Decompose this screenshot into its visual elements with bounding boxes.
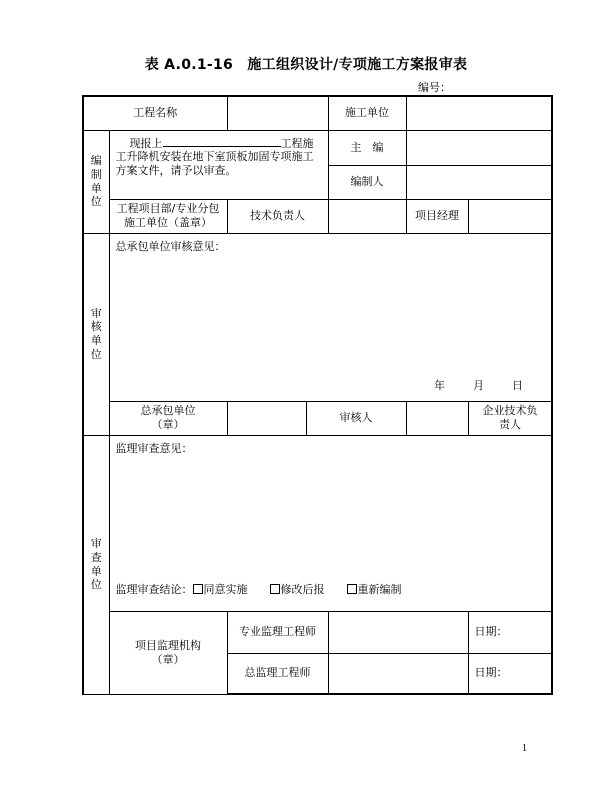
compile-unit-side-label: 编 制 单 位	[83, 130, 109, 233]
recompile-option-label: 重新编制	[357, 582, 402, 596]
specialist-date[interactable]	[468, 611, 552, 653]
audit-unit-side-label: 审 核 单 位	[83, 233, 109, 435]
revise-option-label: 修改后报	[280, 582, 325, 596]
project-manager-label: 项目经理	[406, 199, 468, 233]
supervision-org-label: 项目监理机构（章）	[109, 611, 227, 694]
chief-date[interactable]	[468, 653, 552, 694]
chief-editor-value[interactable]	[406, 130, 552, 165]
project-name-label: 工程名称	[83, 96, 227, 130]
construction-unit-value[interactable]	[406, 96, 552, 130]
project-name-value[interactable]	[227, 96, 328, 130]
chief-engineer-label: 总监理工程师	[227, 653, 328, 694]
specialist-date-label: 日期：	[474, 625, 508, 639]
review-unit-side-label: 审 查 单 位	[83, 435, 109, 694]
report-statement	[109, 130, 328, 199]
compiler-label: 编制人	[328, 165, 406, 199]
date-year: 年	[434, 378, 445, 392]
supervision-opinion-area[interactable]	[109, 435, 552, 611]
construction-unit-label: 施工单位	[328, 96, 406, 130]
chief-engineer-value[interactable]	[328, 653, 468, 694]
tech-lead-value[interactable]	[328, 199, 406, 233]
compiler-value[interactable]	[406, 165, 552, 199]
date-month: 月	[473, 378, 484, 392]
project-manager-value[interactable]	[468, 199, 552, 233]
chief-date-label: 日期：	[474, 666, 508, 680]
specialist-engineer-label: 专业监理工程师	[227, 611, 328, 653]
gc-unit-label: 总承包单位（章）	[109, 401, 227, 435]
report-rest: 工升降机安装在地下室顶板加固专项施工方案文件，请予以审查。	[115, 150, 314, 177]
gc-unit-value[interactable]	[227, 401, 306, 435]
supervision-opinion-label: 监理审查意见：	[115, 441, 193, 455]
auditor-label: 审核人	[306, 401, 406, 435]
report-prefix: 现报上	[129, 136, 163, 150]
chief-editor-label: 主 编	[328, 130, 406, 165]
gc-opinion-label: 总承包单位审核意见：	[115, 239, 226, 253]
revise-checkbox[interactable]	[270, 584, 280, 594]
review-form-table	[82, 95, 553, 695]
tech-lead-label: 技术负责人	[227, 199, 328, 233]
dept-label: 工程项目部/专业分包施工单位（盖章）	[109, 199, 227, 233]
project-name-blank[interactable]	[163, 135, 281, 147]
report-suffix: 工程施	[280, 136, 314, 150]
number-label: 编号：	[418, 81, 451, 94]
page-number: 1	[522, 743, 527, 754]
supervision-conclusion	[116, 583, 402, 597]
agree-option-label: 同意实施	[203, 582, 248, 596]
specialist-engineer-value[interactable]	[328, 611, 468, 653]
gc-opinion-area[interactable]	[109, 233, 552, 401]
gc-date-line	[406, 379, 523, 393]
date-day: 日	[512, 378, 523, 392]
recompile-checkbox[interactable]	[347, 584, 357, 594]
enterprise-tech-label: 企业技术负责人	[468, 401, 552, 435]
auditor-value[interactable]	[406, 401, 468, 435]
conclusion-label: 监理审查结论：	[115, 582, 193, 596]
agree-checkbox[interactable]	[193, 584, 203, 594]
page-title: 表 A.0.1-16 施工组织设计/专项施工方案报审表	[144, 57, 468, 73]
